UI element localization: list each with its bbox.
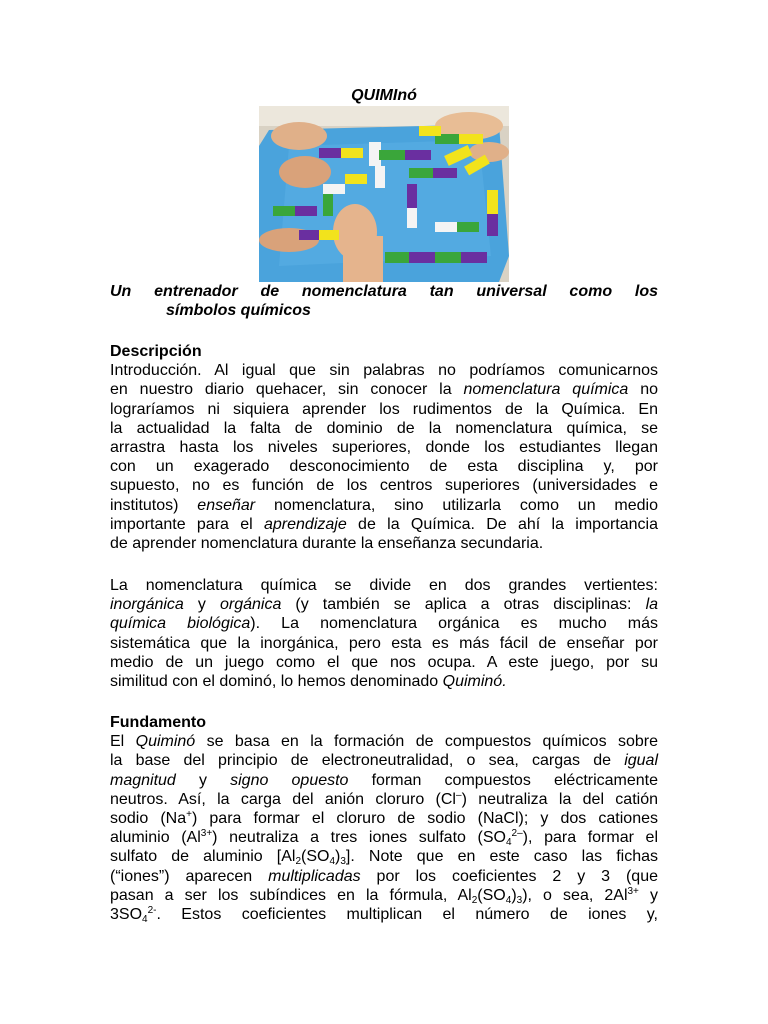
paragraph-line: supuesto, no es función de los centros superiores (universidades e xyxy=(110,477,658,495)
subtitle-line-2: símbolos químicos xyxy=(166,302,311,320)
paragraph-line: (“iones”) aparecen multiplicadas por los coeficientes 2 y 3 (que xyxy=(110,867,658,885)
paragraph-line: arrastra hasta los niveles superiores, donde los estudiantes llegan xyxy=(110,438,658,456)
paragraph-line: en nuestro diario quehacer, sin conocer la nomenclatura química no xyxy=(110,381,658,399)
paragraph-line: pasan a ser los subíndices en la fórmula, $Al_2(SO_4)_3$), o sea, $2Al^{3+}$ y xyxy=(110,885,658,906)
paragraph-line: neutros. Así, la carga del anión cloruro (Cl–) neutraliza la del catión xyxy=(110,789,659,808)
paragraph-line: medio de un juego como el que nos ocupa. A este juego, por su xyxy=(110,653,658,671)
descripcion-paragraph-2 xyxy=(110,576,658,691)
paragraph-line: importante para el aprendizaje de la Química. De ahí la importancia xyxy=(110,515,659,533)
descripcion-section xyxy=(110,342,658,553)
paragraph-line: de aprender nomenclatura durante la enseñanza secundaria. xyxy=(110,534,544,552)
descripcion-heading: Descripción xyxy=(110,343,202,360)
paragraph-line: magnitud y signo opuesto forman compuestos eléctricamente xyxy=(110,771,659,789)
paragraph-line: lograríamos ni siquiera aprender los rudimentos de la Química. En xyxy=(110,400,658,418)
paragraph-line: Introducción. Al igual que sin palabras no podríamos comunicarnos xyxy=(110,362,658,380)
paragraph-line: similitud con el dominó, lo hemos denominado Quiminó. xyxy=(110,672,507,690)
subtitle xyxy=(110,282,658,320)
fundamento-section xyxy=(110,713,658,924)
paragraph-line: sistemática que la inorgánica, pero esta es más fácil de enseñar por xyxy=(110,634,658,652)
paragraph-line: inorgánica y orgánica (y también se aplica a otras disciplinas: la xyxy=(110,596,659,614)
paragraph-line: la base del principio de electroneutralidad, o sea, cargas de igual xyxy=(110,752,658,770)
paragraph-line: con un exagerado desconocimiento de esta disciplina y, por xyxy=(110,458,658,476)
paragraph-line: El Quiminó se basa en la formación de compuestos químicos sobre xyxy=(110,733,658,751)
paragraph-line: $3SO_4^{2-}$. Estos coeficientes multiplican el número de iones y, xyxy=(110,904,658,925)
paragraph-line: la actualidad la falta de dominio de la nomenclatura química, se xyxy=(110,419,658,437)
paragraph-line: institutos) enseñar nomenclatura, sino utilizarla como un medio xyxy=(110,496,658,514)
subtitle-line-1: Un entrenador de nomenclatura tan universal como los xyxy=(110,283,658,300)
paragraph-line: aluminio $(Al^{3+})$ neutraliza a tres iones sulfato $(SO_4^{2-})$, para formar el xyxy=(110,828,658,849)
quimino-game-photo xyxy=(259,106,509,282)
fundamento-heading: Fundamento xyxy=(110,714,206,731)
paragraph-line: sodio (Na+) para formar el cloruro de sodio (NaCl); y dos cationes xyxy=(110,808,658,827)
paragraph-line: química biológica). La nomenclatura orgánica es mucho más xyxy=(110,615,658,633)
paragraph-line: sulfato de aluminio $[Al_2(SO_4)_3]$. Note que en este caso las fichas xyxy=(110,848,658,868)
document-title: QUIMInó xyxy=(351,87,417,104)
paragraph-line: La nomenclatura química se divide en dos grandes vertientes: xyxy=(110,577,658,594)
